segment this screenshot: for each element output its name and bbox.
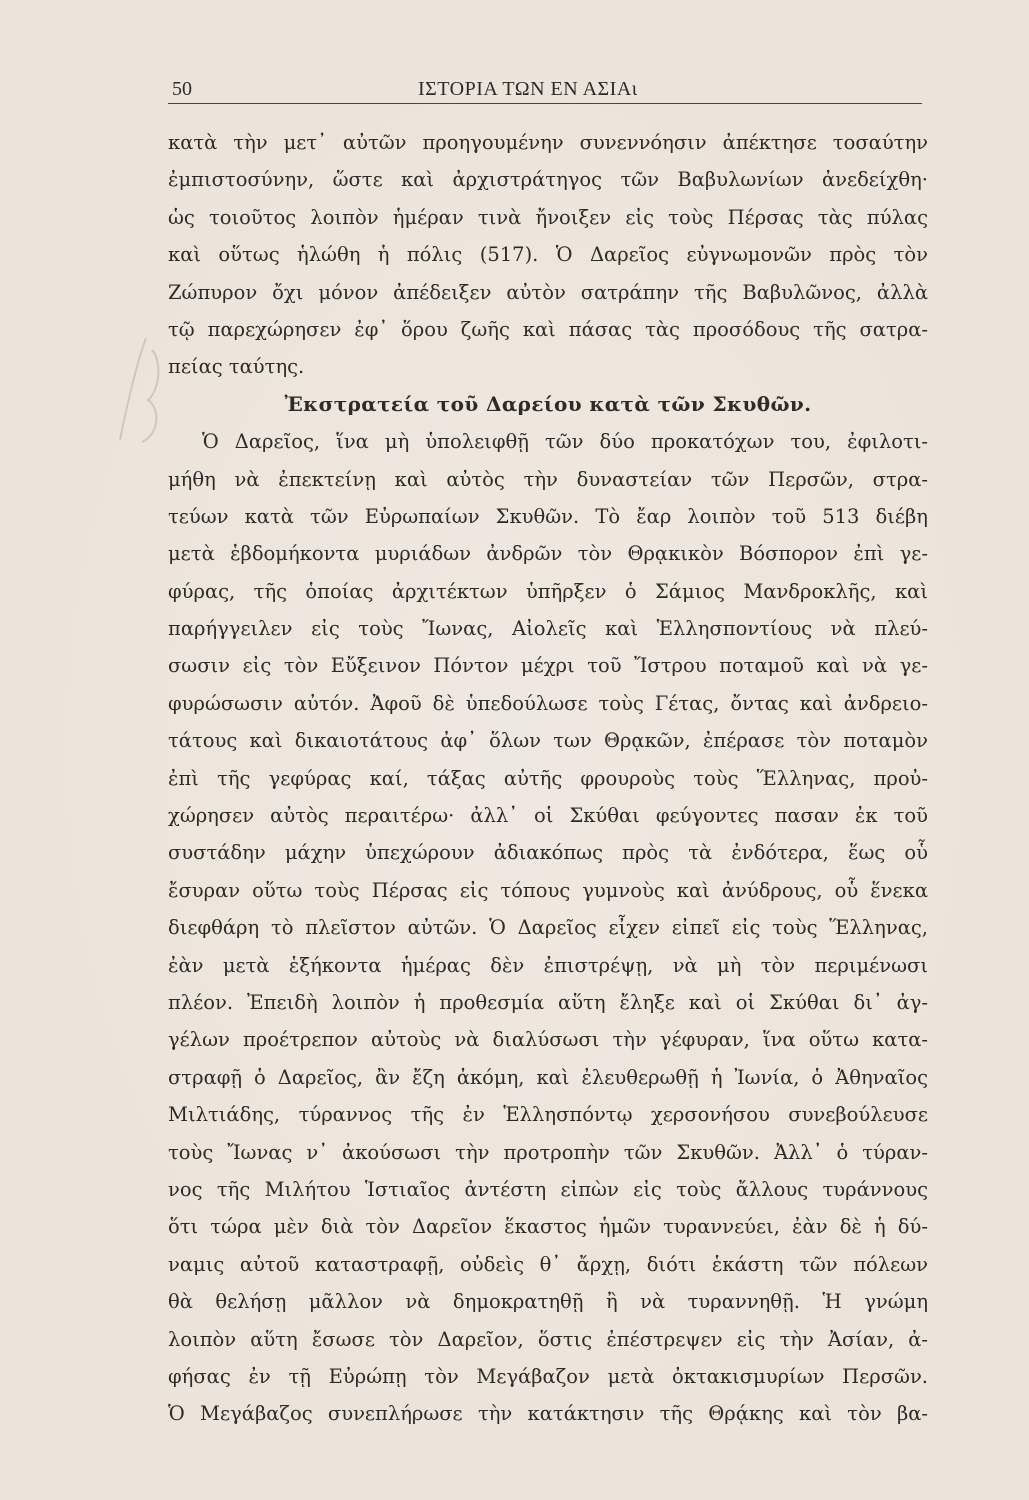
paragraph-1 bbox=[168, 124, 928, 386]
text-line: τεύων κατὰ τῶν Εὐρωπαίων Σκυθῶν. Τὸ ἔαρ λοιπὸν τοῦ 513 διέβη bbox=[168, 504, 928, 528]
text-line: πλέον. Ἐπειδὴ λοιπὸν ἡ προθεσμία αὕτη ἔληξε καὶ οἱ Σκύθαι δι᾽ ἀγ- bbox=[168, 990, 928, 1014]
text-line: φυρώσωσιν αὐτόν. Ἀφοῦ δὲ ὑπεδούλωσε τοὺς Γέτας, ὄντας καὶ ἀνδρειο- bbox=[168, 691, 928, 715]
text-line: γέλων προέτρεπον αὐτοὺς νὰ διαλύσωσι τὴν γέφυραν, ἵνα οὕτω κατα- bbox=[168, 1028, 928, 1052]
page-header bbox=[168, 74, 922, 104]
text-line: ὡς τοιοῦτος λοιπὸν ἡμέραν τινὰ ἤνοιξεν εἰς τοὺς Πέρσας τὰς πύλας bbox=[168, 205, 928, 229]
text-line: συστάδην μάχην ὑπεχώρουν ἀδιακόπως πρὸς τὰ ἐνδότερα, ἕως οὗ bbox=[168, 841, 928, 865]
pencil-margin-mark bbox=[108, 330, 168, 460]
text-line: Μιλτιάδης, τύραννος τῆς ἐν Ἑλλησπόντῳ χερσονήσου συνεβούλευσε bbox=[168, 1103, 928, 1127]
text-line: πείας ταύτης. bbox=[168, 355, 305, 379]
text-line: Ὁ Μεγάβαζος συνεπλήρωσε τὴν κατάκτησιν τῆς Θρᾴκης καὶ τὸν βα- bbox=[168, 1402, 928, 1426]
text-line: τάτους καὶ δικαιοτάτους ἀφ᾽ ὅλων των Θρᾳκῶν, ἐπέρασε τὸν ποταμὸν bbox=[168, 729, 928, 753]
text-line: τοὺς Ἴωνας ν᾽ ἀκούσωσι τὴν προτροπὴν τῶν Σκυθῶν. Ἀλλ᾽ ὁ τύραν- bbox=[168, 1140, 928, 1164]
text-line: ἐμπιστοσύνην, ὥστε καὶ ἀρχιστράτηγος τῶν Βαβυλωνίων ἀνεδείχθη· bbox=[168, 168, 928, 192]
text-line: μετὰ ἑβδομήκοντα μυριάδων ἀνδρῶν τὸν Θρᾳκικὸν Βόσπορον ἐπὶ γε- bbox=[168, 542, 928, 566]
text-line: σωσιν εἰς τὸν Εὔξεινον Πόντον μέχρι τοῦ Ἴστρου ποταμοῦ καὶ νὰ γε- bbox=[168, 654, 928, 678]
text-line: μήθη νὰ ἐπεκτείνῃ καὶ αὐτὸς τὴν δυναστείαν τῶν Περσῶν, στρα- bbox=[168, 467, 928, 491]
header-rule bbox=[168, 103, 922, 104]
text-line: νος τῆς Μιλήτου Ἱστιαῖος ἀντέστη εἰπὼν εἰς τοὺς ἄλλους τυράννους bbox=[168, 1177, 928, 1201]
text-line: παρήγγειλεν εἰς τοὺς Ἴωνας, Αἰολεῖς καὶ Ἑλλησποντίους νὰ πλεύ- bbox=[168, 617, 928, 641]
text-line: ἐπὶ τῆς γεφύρας καί, τάξας αὐτῆς φρουροὺς τοὺς Ἕλληνας, προὐ- bbox=[168, 766, 928, 790]
running-title: ΙΣΤΟΡΙΑ ΤΩΝ ΕΝ ΑΣΙΑι bbox=[418, 78, 638, 100]
text-line: Ζώπυρον ὄχι μόνον ἀπέδειξεν αὐτὸν σατράπην τῆς Βαβυλῶνος, ἀλλὰ bbox=[168, 280, 928, 304]
text-line: κατὰ τὴν μετ᾽ αὐτῶν προηγουμένην συνεννόησιν ἀπέκτησε τοσαύτην bbox=[168, 131, 928, 154]
text-line: τῷ παρεχώρησεν ἐφ᾽ ὅρου ζωῆς καὶ πάσας τὰς προσόδους τῆς σατρα- bbox=[168, 317, 928, 341]
text-line: φήσας ἐν τῇ Εὐρώπῃ τὸν Μεγάβαζον μετὰ ὀκτακισμυρίων Περσῶν. bbox=[168, 1364, 928, 1388]
text-line: ὅτι τώρα μὲν διὰ τὸν Δαρεῖον ἕκαστος ἡμῶν τυραννεύει, ἐὰν δὲ ἡ δύ- bbox=[168, 1215, 928, 1239]
text-line: λοιπὸν αὕτη ἔσωσε τὸν Δαρεῖον, ὅστις ἐπέστρεψεν εἰς τὴν Ἀσίαν, ἀ- bbox=[168, 1327, 928, 1351]
body-text bbox=[168, 124, 928, 1433]
page-number: 50 bbox=[172, 78, 192, 100]
text-line: ναμις αὐτοῦ καταστραφῇ, οὐδεὶς θ᾽ ἄρχῃ, διότι ἑκάστη τῶν πόλεων bbox=[168, 1252, 928, 1276]
text-line: ἔσυραν οὕτω τοὺς Πέρσας εἰς τόπους γυμνοὺς καὶ ἀνύδρους, οὗ ἕνεκα bbox=[168, 878, 928, 902]
text-line: Ὁ Δαρεῖος, ἵνα μὴ ὑπολειφθῇ τῶν δύο προκατόχων του, ἐφιλοτι- bbox=[202, 430, 928, 454]
text-line: θὰ θελήσῃ μᾶλλον νὰ δημοκρατηθῇ ἢ νὰ τυραννηθῇ. Ἡ γνώμη bbox=[168, 1290, 928, 1314]
text-line: διεφθάρη τὸ πλεῖστον αὐτῶν. Ὁ Δαρεῖος εἶχεν εἰπεῖ εἰς τοὺς Ἕλληνας, bbox=[168, 916, 928, 940]
text-line: καὶ οὕτως ἡλώθη ἡ πόλις (517). Ὁ Δαρεῖος εὐγνωμονῶν πρὸς τὸν bbox=[168, 243, 928, 267]
paragraph-2 bbox=[168, 423, 928, 1433]
text-line: στραφῇ ὁ Δαρεῖος, ἂν ἔζη ἀκόμη, καὶ ἐλευθερωθῇ ἡ Ἰωνία, ὁ Ἀθηναῖος bbox=[168, 1065, 928, 1089]
section-heading: Ἐκστρατεία τοῦ Δαρείου κατὰ τῶν Σκυθῶν. bbox=[284, 391, 812, 416]
text-line: χώρησεν αὐτὸς περαιτέρω· ἀλλ᾽ οἱ Σκύθαι φεύγοντες πασαν ἐκ τοῦ bbox=[168, 804, 928, 828]
text-line: ἐὰν μετὰ ἑξήκοντα ἡμέρας δὲν ἐπιστρέψῃ, νὰ μὴ τὸν περιμένωσι bbox=[168, 953, 928, 977]
text-line: φύρας, τῆς ὁποίας ἀρχιτέκτων ὑπῆρξεν ὁ Σάμιος Μανδροκλῆς, καὶ bbox=[168, 579, 928, 603]
